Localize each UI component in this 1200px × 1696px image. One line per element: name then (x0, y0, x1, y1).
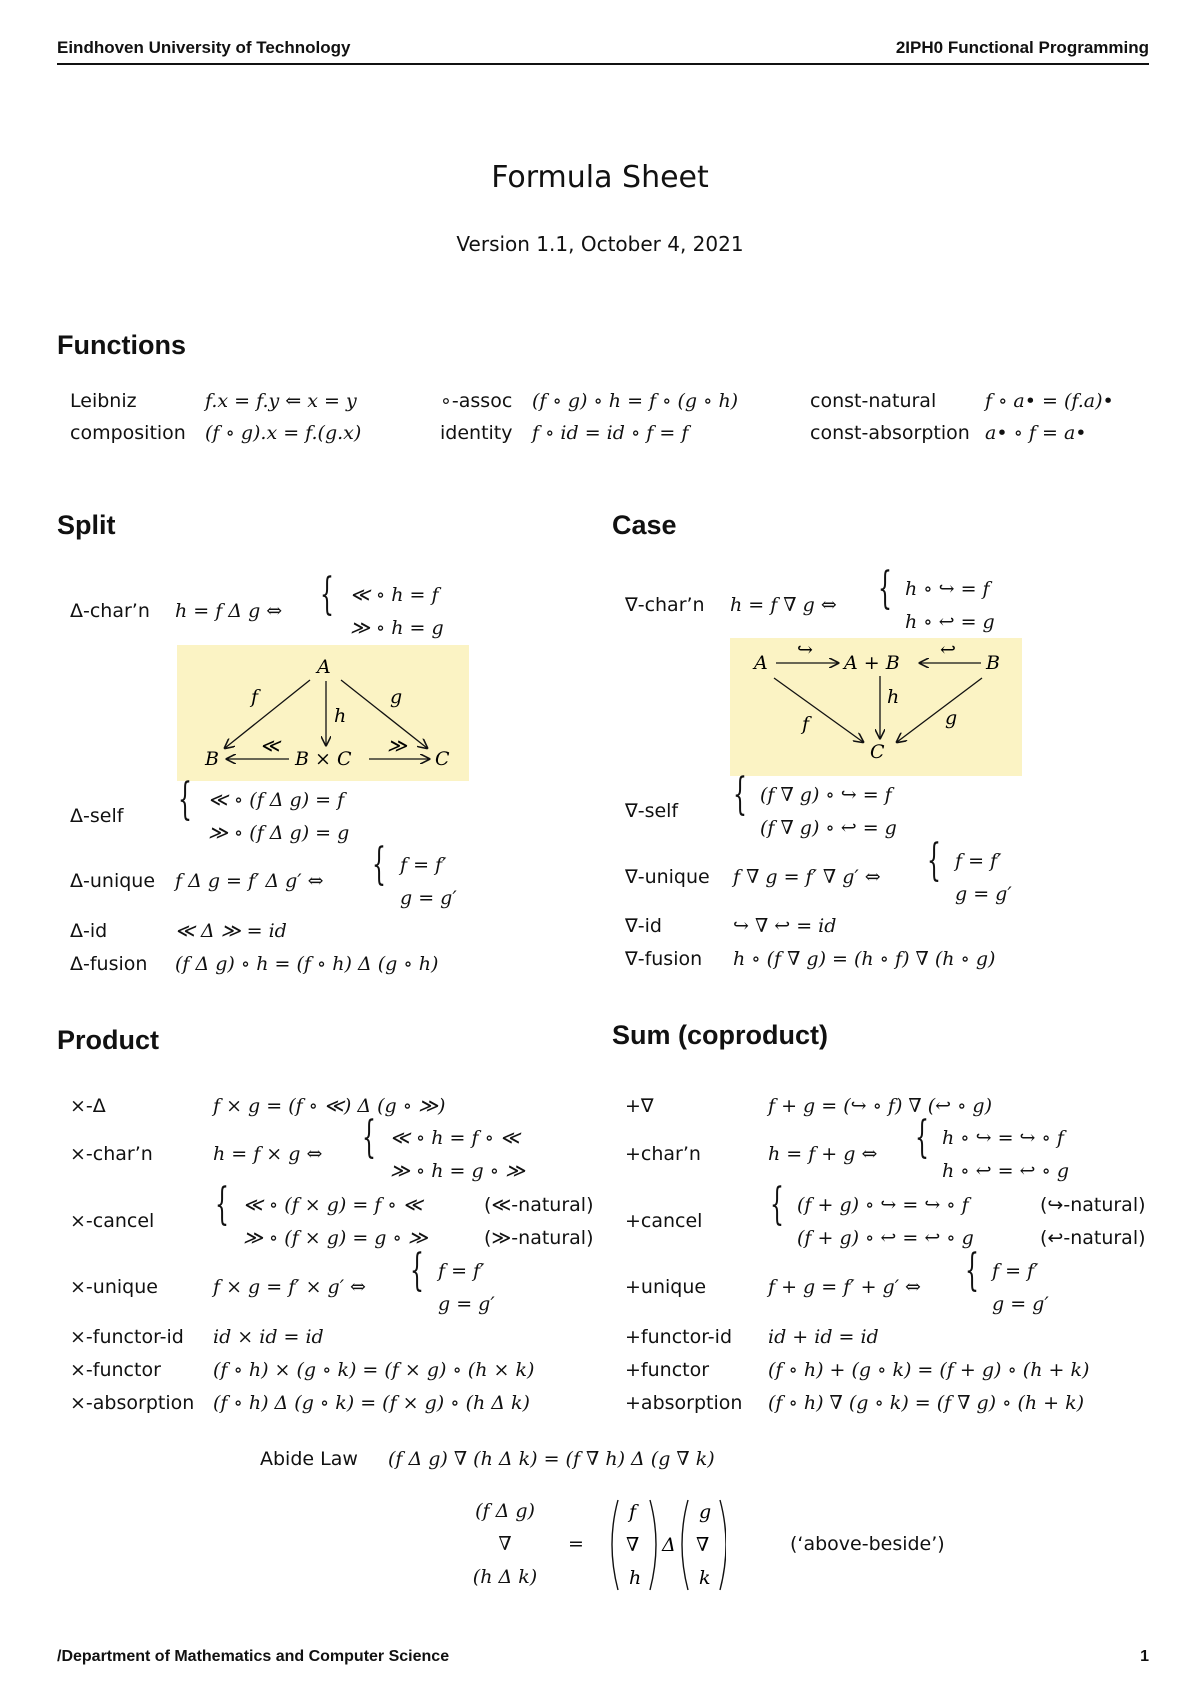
rule-label: Leibniz (70, 390, 137, 412)
brace-icon: { (770, 1179, 784, 1230)
matrix1-top: f (629, 1501, 637, 1523)
abide-left-top: (f Δ g) (475, 1500, 535, 1522)
rule-label: Δ-self (70, 805, 124, 827)
node-a: A (317, 656, 331, 678)
node-c: C (435, 748, 450, 770)
arrow-label-f: f (251, 686, 259, 708)
case-line: (f ∇ g) ∘ ↪ = f (760, 784, 892, 806)
brace-icon: { (410, 1245, 424, 1296)
rule-formula: ≪ Δ ≫ = id (175, 920, 287, 942)
case-line: ≪ ∘ (f Δ g) = f (208, 789, 345, 811)
rule-label: ×-cancel (70, 1210, 155, 1232)
header-course: 2IPH0 Functional Programming (895, 38, 1149, 57)
rule-label: Abide Law (260, 1448, 358, 1470)
node-b: B (205, 748, 219, 770)
rule-formula: f ∇ g = f′ ∇ g′ ⇔ (733, 866, 881, 888)
rule-formula: f × g = (f ∘ ≪) Δ (g ∘ ≫) (213, 1095, 446, 1117)
rule-label: const-natural (810, 390, 937, 412)
case-line: ≪ ∘ h = f ∘ ≪ (390, 1127, 520, 1149)
matrix-delta: Δ (662, 1534, 676, 1556)
arrow-label-inl: ↪ (797, 639, 813, 661)
case-line: f = f′ (955, 850, 1002, 872)
case-line: (f ∇ g) ∘ ↩ = g (760, 817, 897, 839)
page-title: Formula Sheet (491, 160, 709, 195)
brace-icon: { (372, 839, 386, 890)
rule-label: Δ-id (70, 920, 108, 942)
rule-label: +char’n (625, 1143, 701, 1165)
abide-equals: = (568, 1533, 584, 1555)
rule-label: Δ-fusion (70, 953, 148, 975)
rule-label: +absorption (625, 1392, 743, 1414)
brace-icon: { (733, 769, 747, 820)
arrow-label-inr: ↩ (940, 639, 956, 661)
rule-label: ×-unique (70, 1276, 158, 1298)
arrow-label-g: g (945, 707, 958, 729)
case-line: ≫ ∘ (f Δ g) = g (208, 822, 350, 844)
section-title-sum: Sum (coproduct) (612, 1020, 828, 1050)
case-line: ≪ ∘ (f × g) = f ∘ ≪ (243, 1194, 423, 1216)
case-line: ≫ ∘ (f × g) = g ∘ ≫ (243, 1227, 428, 1249)
rule-formula: (f ∘ h) + (g ∘ k) = (f + g) ∘ (h + k) (768, 1359, 1090, 1381)
header-institution: Eindhoven University of Technology (57, 38, 351, 57)
case-line: g = g′ (400, 887, 457, 909)
rule-label: ∇-fusion (625, 948, 703, 970)
arrow-label-f: f (802, 713, 810, 735)
rule-formula: f ∘ a• = (f.a)• (985, 390, 1114, 412)
version-line: Version 1.1, October 4, 2021 (456, 232, 744, 256)
rule-formula: (f Δ g) ∘ h = (f ∘ h) Δ (g ∘ h) (175, 953, 439, 975)
node-apb: A + B (844, 652, 900, 674)
rule-formula: f ∘ id = id ∘ f = f (532, 422, 689, 444)
case-line: f = f′ (992, 1260, 1039, 1282)
rule-formula: h = f Δ g ⇔ (175, 600, 283, 622)
rule-formula: h ∘ (f ∇ g) = (h ∘ f) ∇ (h ∘ g) (733, 948, 996, 970)
node-b: B (986, 652, 1000, 674)
case-line: ≫ ∘ h = g (350, 617, 444, 639)
section-title-functions: Functions (57, 330, 186, 360)
abide-left-mid: ∇ (498, 1533, 512, 1555)
case-line: h ∘ ↩ = ↩ ∘ g (942, 1160, 1070, 1182)
page-number: 1 (1140, 1648, 1149, 1665)
rule-label: Δ-unique (70, 870, 156, 892)
brace-icon: { (215, 1179, 229, 1230)
matrix2-bot: k (699, 1567, 711, 1589)
rule-label: +∇ (625, 1095, 654, 1117)
footer-department: /Department of Mathematics and Computer Science (57, 1648, 450, 1665)
rule-label: composition (70, 422, 186, 444)
abide-left-bot: (h Δ k) (472, 1566, 538, 1588)
rule-label: +functor (625, 1359, 710, 1381)
rule-formula: f + g = f′ + g′ ⇔ (768, 1276, 921, 1298)
rule-label: identity (440, 422, 513, 444)
rule-label: +functor-id (625, 1326, 733, 1348)
rule-formula: f + g = (↪ ∘ f) ∇ (↩ ∘ g) (768, 1095, 993, 1117)
rule-formula: ↪ ∇ ↩ = id (733, 915, 837, 937)
case-line: h ∘ ↪ = f (905, 578, 990, 600)
rule-formula: (f ∘ h) Δ (g ∘ k) = (f × g) ∘ (h Δ k) (213, 1392, 530, 1414)
brace-icon: { (320, 569, 334, 620)
rule-label: ×-functor (70, 1359, 161, 1381)
matrix1-bot: h (629, 1567, 642, 1589)
rule-label: ×-char’n (70, 1143, 153, 1165)
case-line: (f + g) ∘ ↪ = ↪ ∘ f (797, 1194, 969, 1216)
rule-label: +cancel (625, 1210, 703, 1232)
law-note: (↩-natural) (1040, 1227, 1146, 1249)
rule-formula: id × id = id (213, 1326, 324, 1348)
rule-formula: h = f + g ⇔ (768, 1143, 878, 1165)
law-note: (↪-natural) (1040, 1194, 1146, 1216)
header-rule (57, 63, 1149, 65)
rule-label: ∇-id (625, 915, 662, 937)
rule-label: ×-Δ (70, 1095, 106, 1117)
case-line: g = g′ (438, 1293, 495, 1315)
case-line: g = g′ (992, 1293, 1049, 1315)
case-line: h ∘ ↩ = g (905, 611, 995, 633)
arrow-label-h: h (334, 705, 347, 727)
rule-formula: a• ∘ f = a• (985, 422, 1087, 444)
case-line: ≪ ∘ h = f (350, 584, 439, 606)
brace-icon: { (878, 563, 892, 614)
rule-label: ∇-unique (625, 866, 710, 888)
law-note: (≫-natural) (484, 1227, 594, 1249)
arrow-label-exl: ≪ (260, 735, 280, 757)
node-a: A (754, 652, 768, 674)
arrow-label-exr: ≫ (387, 735, 407, 757)
brace-icon: { (178, 774, 192, 825)
case-line: (f + g) ∘ ↩ = ↩ ∘ g (797, 1227, 974, 1249)
node-c: C (870, 741, 885, 763)
section-title-product: Product (57, 1025, 160, 1055)
matrix1-mid: ∇ (626, 1534, 640, 1556)
case-line: g = g′ (955, 883, 1012, 905)
brace-icon: { (915, 1112, 929, 1163)
rule-formula: f × g = f′ × g′ ⇔ (213, 1276, 366, 1298)
arrow-label-g: g (390, 686, 403, 708)
rule-label: ∇-char’n (625, 594, 705, 616)
split-diagram (177, 645, 469, 781)
abide-matrices (606, 1496, 726, 1596)
rule-label: const-absorption (810, 422, 970, 444)
rule-formula: id + id = id (768, 1326, 879, 1348)
rule-formula: (f ∘ h) ∇ (g ∘ k) = (f ∇ g) ∘ (h + k) (768, 1392, 1085, 1414)
matrix2-top: g (699, 1501, 712, 1523)
rule-formula: f.x = f.y ⇐ x = y (205, 390, 357, 412)
case-line: h ∘ ↪ = ↪ ∘ f (942, 1127, 1064, 1149)
rule-label: ×-functor-id (70, 1326, 184, 1348)
rule-formula: (f ∘ g) ∘ h = f ∘ (g ∘ h) (532, 390, 739, 412)
brace-icon: { (927, 835, 941, 886)
rule-formula: h = f × g ⇔ (213, 1143, 323, 1165)
rule-formula: (f ∘ g).x = f.(g.x) (205, 422, 362, 444)
rule-formula: f Δ g = f′ Δ g′ ⇔ (175, 870, 324, 892)
rule-formula: (f ∘ h) × (g ∘ k) = (f × g) ∘ (h × k) (213, 1359, 535, 1381)
brace-icon: { (362, 1112, 376, 1163)
matrix2-mid: ∇ (696, 1534, 710, 1556)
section-title-case: Case (612, 510, 677, 540)
node-bxc: B × C (295, 748, 352, 770)
rule-label: ×-absorption (70, 1392, 195, 1414)
arrow-label-h: h (887, 686, 900, 708)
case-line: ≫ ∘ h = g ∘ ≫ (390, 1160, 525, 1182)
rule-label: ∇-self (625, 800, 679, 822)
rule-formula: (f Δ g) ∇ (h Δ k) = (f ∇ h) Δ (g ∇ k) (388, 1448, 715, 1470)
case-diagram (730, 638, 1022, 776)
rule-formula: h = f ∇ g ⇔ (730, 594, 837, 616)
section-title-split: Split (57, 510, 116, 540)
case-line: f = f′ (400, 854, 447, 876)
rule-label: +unique (625, 1276, 707, 1298)
law-note: (≪-natural) (484, 1194, 594, 1216)
case-line: f = f′ (438, 1260, 485, 1282)
rule-label: ∘-assoc (440, 390, 513, 412)
abide-note: (‘above-beside’) (790, 1533, 945, 1555)
brace-icon: { (965, 1245, 979, 1296)
rule-label: Δ-char’n (70, 600, 150, 622)
